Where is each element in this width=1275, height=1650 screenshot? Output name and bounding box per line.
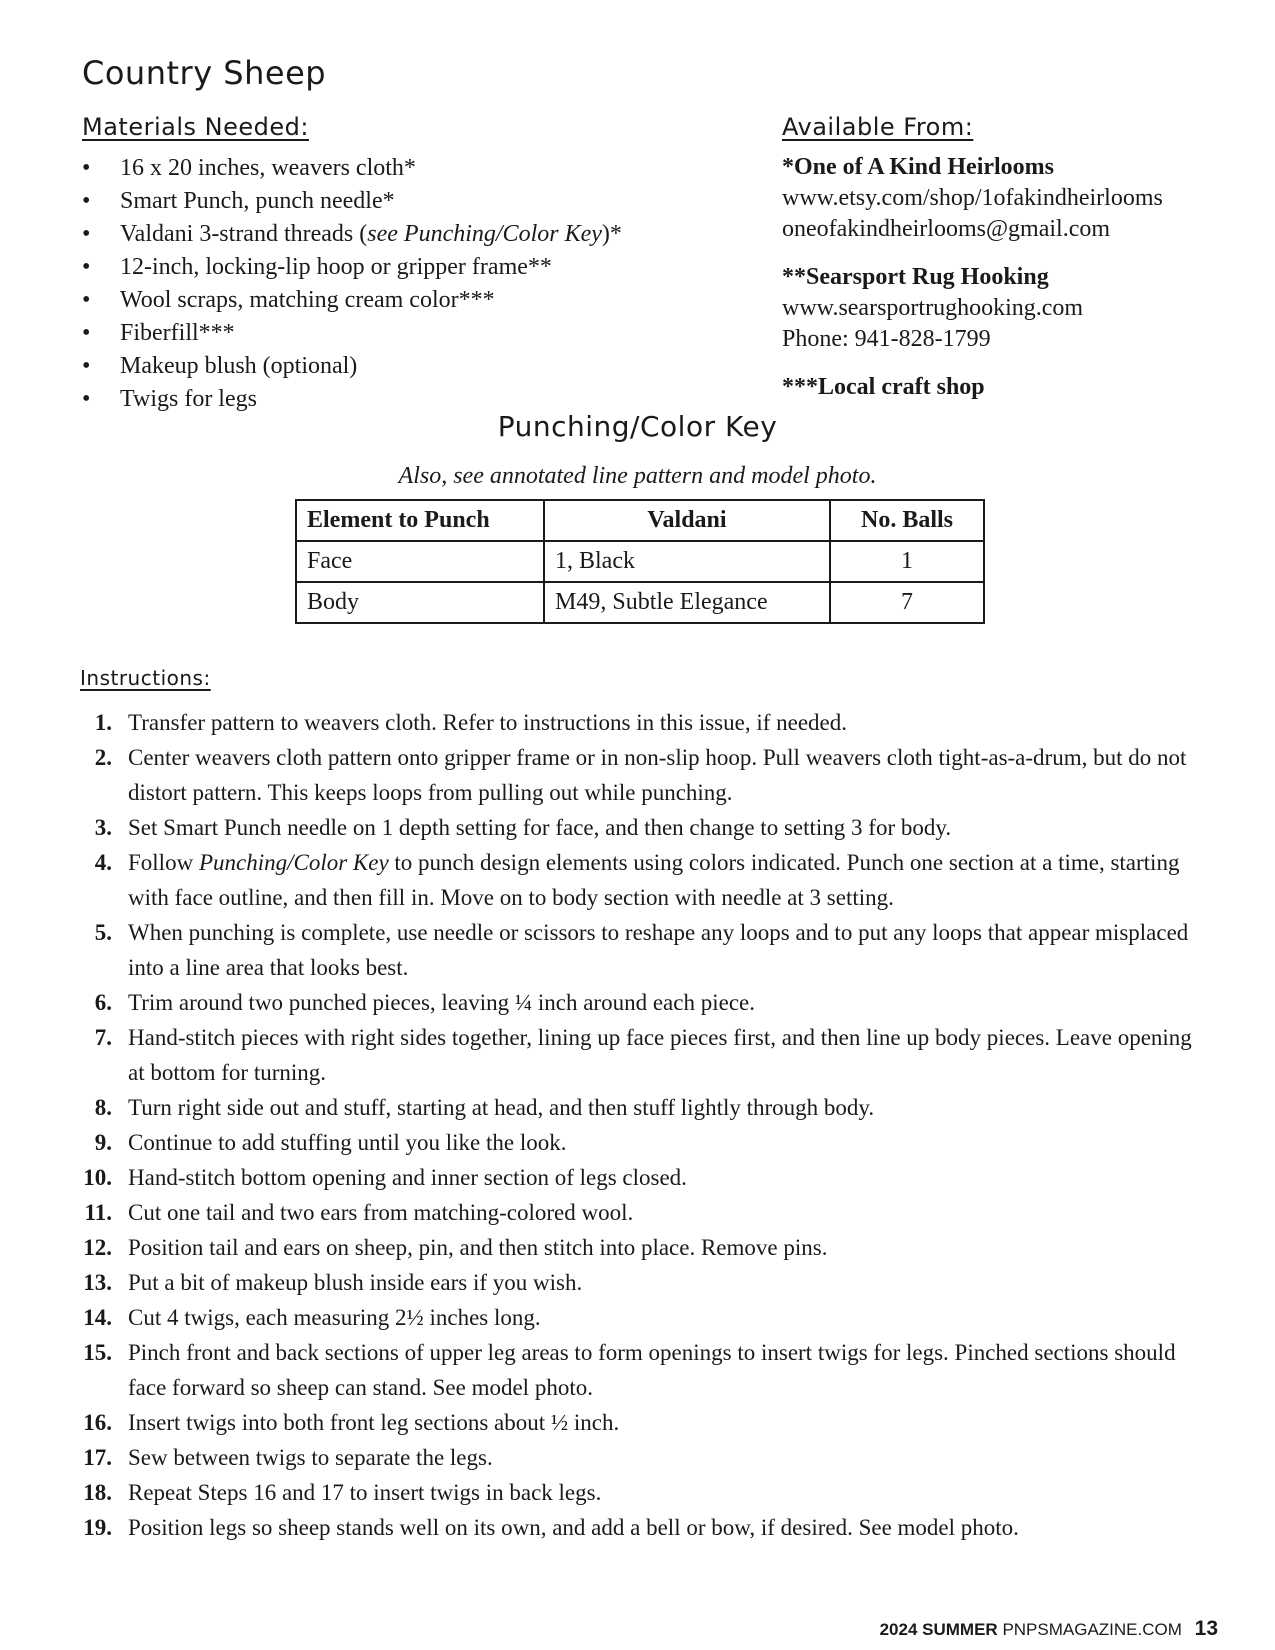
source-name: *One of A Kind Heirlooms [782, 154, 1055, 180]
list-item: 8. Turn right side out and stuff, starting at head, and then stuff lightly through body. [94, 1095, 875, 1120]
list-item: 4. Follow Punching/Color Key to punch design elements using colors indicated. Punch one section at a time, starting with face outline, and then fill in. Move on to body section with needle at 3 setting. [94, 850, 1180, 910]
list-item: 14. Cut 4 twigs, each measuring 2½ inches long. [83, 1305, 541, 1330]
list-item: 13. Put a bit of makeup blush inside ears if you wish. [83, 1270, 583, 1295]
list-item: • Valdani 3-strand threads (see Punching/Color Key)* [82, 218, 622, 251]
footer-site: PNPSMAGAZINE.COM [1002, 1620, 1182, 1639]
color-key-heading: Punching/Color Key [497, 410, 778, 443]
list-item: 19. Position legs so sheep stands well on its own, and add a bell or bow, if desired. See model photo. [83, 1515, 1019, 1540]
table-cell: Face [296, 541, 544, 582]
list-item: • 16 x 20 inches, weavers cloth* [82, 152, 622, 185]
table-header-row [296, 500, 984, 541]
table-row [296, 541, 984, 582]
available-from-block [782, 152, 1163, 403]
column-header: No. Balls [830, 500, 984, 541]
list-item: • Smart Punch, punch needle* [82, 185, 622, 218]
table-cell: 1 [830, 541, 984, 582]
list-item: 6. Trim around two punched pieces, leaving ¼ inch around each piece. [94, 990, 755, 1015]
list-item: 9. Continue to add stuffing until you like the look. [94, 1130, 567, 1155]
column-header: Valdani [544, 500, 830, 541]
list-item: 18. Repeat Steps 16 and 17 to insert twigs in back legs. [83, 1480, 602, 1505]
list-item: 5. When punching is complete, use needle or scissors to reshape any loops and to put any loops that appear misplaced into a line area that looks best. [94, 920, 1189, 980]
list-item: 7. Hand-stitch pieces with right sides together, lining up face pieces first, and then line up body pieces. Leave opening at bottom for turning. [94, 1025, 1192, 1085]
table-row [296, 582, 984, 623]
table-cell: 7 [830, 582, 984, 623]
list-item: • Fiberfill*** [82, 317, 622, 350]
table-cell: 1, Black [544, 541, 830, 582]
materials-list [82, 152, 622, 416]
list-item: 11. Cut one tail and two ears from matching-colored wool. [84, 1200, 634, 1225]
column-header: Element to Punch [296, 500, 544, 541]
page-footer [880, 1617, 1218, 1641]
list-item: 3. Set Smart Punch needle on 1 depth setting for face, and then change to setting 3 for body. [94, 815, 952, 840]
color-key-subtitle: Also, see annotated line pattern and model photo. [398, 463, 877, 489]
list-item: 10. Hand-stitch bottom opening and inner section of legs closed. [83, 1165, 687, 1190]
available-heading: Available From: [782, 113, 974, 141]
list-item: 15. Pinch front and back sections of upper leg areas to form openings to insert twigs for legs. Pinched sections should face forward so sheep can stand. See model photo. [83, 1340, 1176, 1400]
source-name: **Searsport Rug Hooking [782, 264, 1049, 290]
list-item: 2. Center weavers cloth pattern onto gripper frame or in non-slip hoop. Pull weavers cloth tight-as-a-drum, but do not distort pattern. This keeps loops from pulling out while punching. [94, 745, 1187, 805]
source-url: www.etsy.com/shop/1ofakindheirlooms [782, 185, 1163, 211]
list-item: • Makeup blush (optional) [82, 350, 622, 383]
list-item: 12. Position tail and ears on sheep, pin, and then stitch into place. Remove pins. [83, 1235, 828, 1260]
instructions-heading: Instructions: [80, 666, 211, 690]
source-url: www.searsportrughooking.com [782, 295, 1084, 321]
page-title: Country Sheep [82, 54, 327, 92]
page-number: 13 [1194, 1617, 1218, 1640]
list-item: • Twigs for legs [82, 383, 622, 416]
list-item: • 12-inch, locking-lip hoop or gripper frame** [82, 251, 622, 284]
source-email: oneofakindheirlooms@gmail.com [782, 216, 1111, 242]
table-cell: M49, Subtle Elegance [544, 582, 830, 623]
list-item: 1. Transfer pattern to weavers cloth. Refer to instructions in this issue, if needed. [94, 710, 848, 735]
instructions-list [80, 705, 1210, 1545]
color-key-table [295, 499, 985, 624]
footer-issue: 2024 SUMMER [879, 1620, 998, 1639]
list-item: 17. Sew between twigs to separate the legs. [83, 1445, 493, 1470]
list-item: • Wool scraps, matching cream color*** [82, 284, 622, 317]
list-item: 16. Insert twigs into both front leg sections about ½ inch. [83, 1410, 620, 1435]
table-cell: Body [296, 582, 544, 623]
source-phone: Phone: 941-828-1799 [782, 326, 991, 352]
materials-heading: Materials Needed: [82, 113, 309, 141]
source-name: ***Local craft shop [782, 374, 985, 400]
